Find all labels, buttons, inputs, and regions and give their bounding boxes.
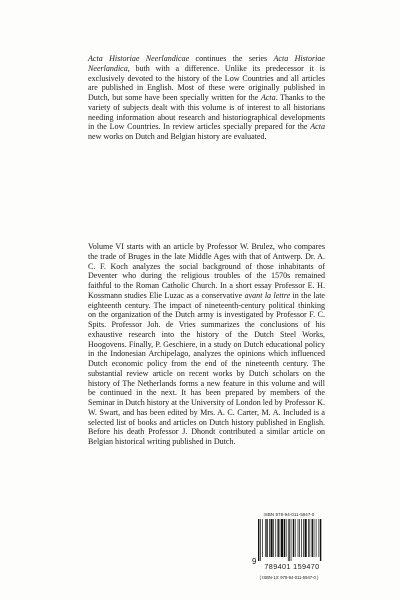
barcode-bars	[258, 519, 322, 561]
description-paragraph-2: Volume VI starts with an article by Professor W. Brulez, who compares the trade of Bruges in the late Middle Ages with that of Antwerp. Dr. A. C. F. Koch analyzes the social background of those inhabitants of Deventer who during the religious troubles of the 1570s remained faithful to the Roman Catholic Church. In a short essay Professor E. H. Kossmann studies Elie Luzac as a conservative avant la lettre in the late eighteenth century. The impact of nineteenth-century political thinking on the organization of the Dutch army is investigated by Professor F. C. Spits. Professor Joh. de Vries summarizes the conclusions of his exhaustive research into the history of the Dutch Steel Works, Hoogovens. Finally, P. Geschiere, in a study on Dutch educational policy in the Indonesian Archipelago, analyzes the opinions which influenced Dutch economic policy from the end of the nineteenth century. The substantial review article on recent works by Dutch scholars on the history of The Netherlands forms a new feature in this volume and will be continued in the next. It has been prepared by members of the Seminar in Dutch history at the University of London led by Professor K. W. Swart, and has been edited by Mrs. A. C. Carter, M. A. Included is a selected list of books and articles on Dutch history published in English. Before his death Professor J. Dhondt contributed a similar article on Belgian historical writing published in Dutch.	[88, 242, 326, 446]
isbn-label: ISBN 978-94-011-5947-0	[263, 512, 315, 517]
isbn-barcode	[252, 512, 326, 590]
barcode-graphic	[258, 519, 322, 561]
barcode-number: 789401 159470	[264, 562, 320, 571]
barcode-first-digit: 9	[252, 557, 257, 566]
description-paragraph-1: Acta Historiae Neerlandicae continues the series Acta Historiae Neerlandica, buth with a difference. Unlike its predecessor it is exclusively devoted to the history of the Low Countries and all articles are published in English. Most of these were originally published in Dutch, but some have been specially written for the Acta. Thanks to the variety of subjects dealt with this volume is of interest to all historians needing information about research and historiographical developments in the Low Countries. In review articles specially prepared for the Acta new works on Dutch and Belgian history are evaluated.	[88, 54, 325, 141]
isbn13-label: ( ISBN-13: 978-94-011-5947-0 )	[259, 575, 319, 580]
